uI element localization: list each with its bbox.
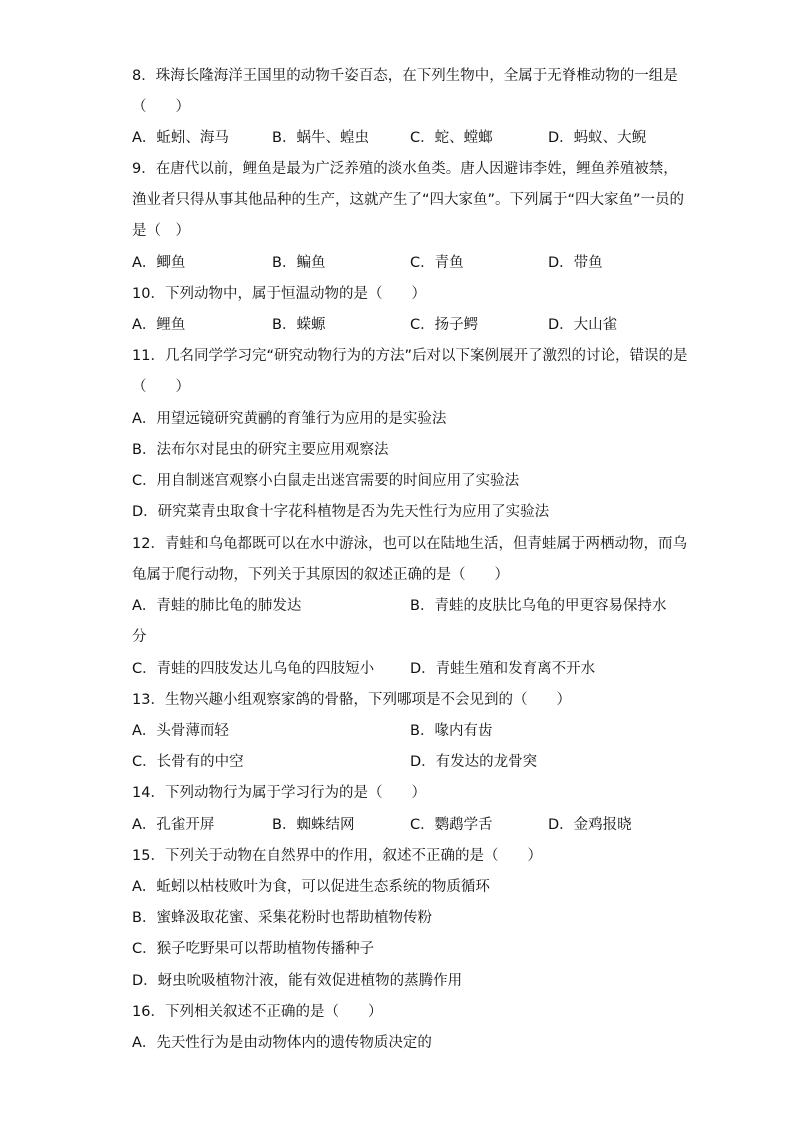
question-8-blank: （ ）: [132, 99, 190, 115]
question-12-stem-line-1: 12．青蛙和乌龟都既可以在水中游泳，也可以在陆地生活，但青蛙属于两栖动物，而乌: [132, 536, 687, 552]
question-9-option-b: B．鳊鱼: [272, 255, 326, 271]
question-13-stem: 13．生物兴趣小组观察家鸽的骨骼，下列哪项是不会见到的（ ）: [132, 692, 571, 708]
question-15-option-a: A．蚯蚓以枯枝败叶为食，可以促进生态系统的物质循环: [132, 879, 490, 895]
question-8-option-a: A．蚯蚓、海马: [132, 130, 229, 146]
question-14-option-c: C．鹦鹉学舌: [410, 817, 493, 833]
question-9-stem-line-3: 是（ ）: [132, 223, 190, 239]
question-9-option-d: D．带鱼: [548, 255, 603, 271]
question-11-option-d: D．研究菜青虫取食十字花科植物是否为先天性行为应用了实验法: [132, 504, 550, 520]
question-11-stem: 11．几名同学学习完“研究动物行为的方法”后对以下案例展开了激烈的讨论，错误的是: [132, 348, 688, 364]
question-12-option-a: A．青蛙的肺比龟的肺发达: [132, 598, 302, 614]
question-10-option-d: D．大山雀: [548, 317, 618, 333]
question-9-stem-line-1: 9．在唐代以前，鲤鱼是最为广泛养殖的淡水鱼类。唐人因避讳李姓，鲤鱼养殖被禁，: [132, 161, 678, 177]
question-8-option-d: D．蚂蚁、大鲵: [548, 130, 647, 146]
question-11-blank: （ ）: [132, 379, 190, 395]
question-15-option-c: C．猴子吃野果可以帮助植物传播种子: [132, 941, 375, 957]
question-14-option-b: B．蜘蛛结网: [272, 817, 355, 833]
question-8-option-b: B．蜗牛、蝗虫: [272, 130, 369, 146]
question-11-option-b: B．法布尔对昆虫的研究主要应用观察法: [132, 442, 389, 458]
question-13-option-a: A．头骨薄而轻: [132, 723, 229, 739]
question-16-stem: 16．下列相关叙述不正确的是（ ）: [132, 1004, 383, 1020]
question-12-option-b: B．青蛙的皮肤比乌龟的甲更容易保持水: [410, 598, 667, 614]
question-14-option-a: A．孔雀开屏: [132, 817, 215, 833]
question-15-stem: 15．下列关于动物在自然界中的作用，叙述不正确的是（ ）: [132, 848, 542, 864]
question-9-option-c: C．青鱼: [410, 255, 464, 271]
question-15-option-b: B．蜜蜂汲取花蜜、采集花粉时也帮助植物传粉: [132, 910, 432, 926]
question-13-option-b: B．喙内有齿: [410, 723, 493, 739]
question-14-option-d: D．金鸡报晓: [548, 817, 632, 833]
question-9-stem-line-2: 渔业者只得从事其他品种的生产，这就产生了“四大家鱼”。下列属于“四大家鱼”一员的: [132, 192, 685, 208]
question-9-option-a: A．鲫鱼: [132, 255, 186, 271]
question-10-option-c: C．扬子鳄: [410, 317, 479, 333]
question-10-option-b: B．蝾螈: [272, 317, 326, 333]
question-12-option-b-wrap: 分: [132, 629, 147, 645]
question-15-option-d: D．蚜虫吮吸植物汁液，能有效促进植物的蒸腾作用: [132, 973, 463, 989]
question-16-option-a: A．先天性行为是由动物体内的遗传物质决定的: [132, 1035, 432, 1051]
question-11-option-c: C．用自制迷宫观察小白鼠走出迷宫需要的时间应用了实验法: [132, 473, 520, 489]
question-14-stem: 14．下列动物行为属于学习行为的是（ ）: [132, 785, 426, 801]
question-10-option-a: A．鲤鱼: [132, 317, 186, 333]
question-11-option-a: A．用望远镜研究黄鹂的育雏行为应用的是实验法: [132, 411, 447, 427]
question-13-option-d: D．有发达的龙骨突: [410, 754, 538, 770]
question-12-option-d: D．青蛙生殖和发育离不开水: [410, 661, 596, 677]
question-10-stem: 10．下列动物中，属于恒温动物的是（ ）: [132, 286, 426, 302]
question-12-option-c: C．青蛙的四肢发达儿乌龟的四肢短小: [132, 661, 375, 677]
question-12-stem-line-2: 龟属于爬行动物，下列关于其原因的叙述正确的是（ ）: [132, 567, 509, 583]
question-8-option-c: C．蛇、螳螂: [410, 130, 493, 146]
question-8-stem: 8．珠海长隆海洋王国里的动物千姿百态，在下列生物中，全属于无脊椎动物的一组是: [132, 68, 678, 84]
question-13-option-c: C．长骨有的中空: [132, 754, 244, 770]
